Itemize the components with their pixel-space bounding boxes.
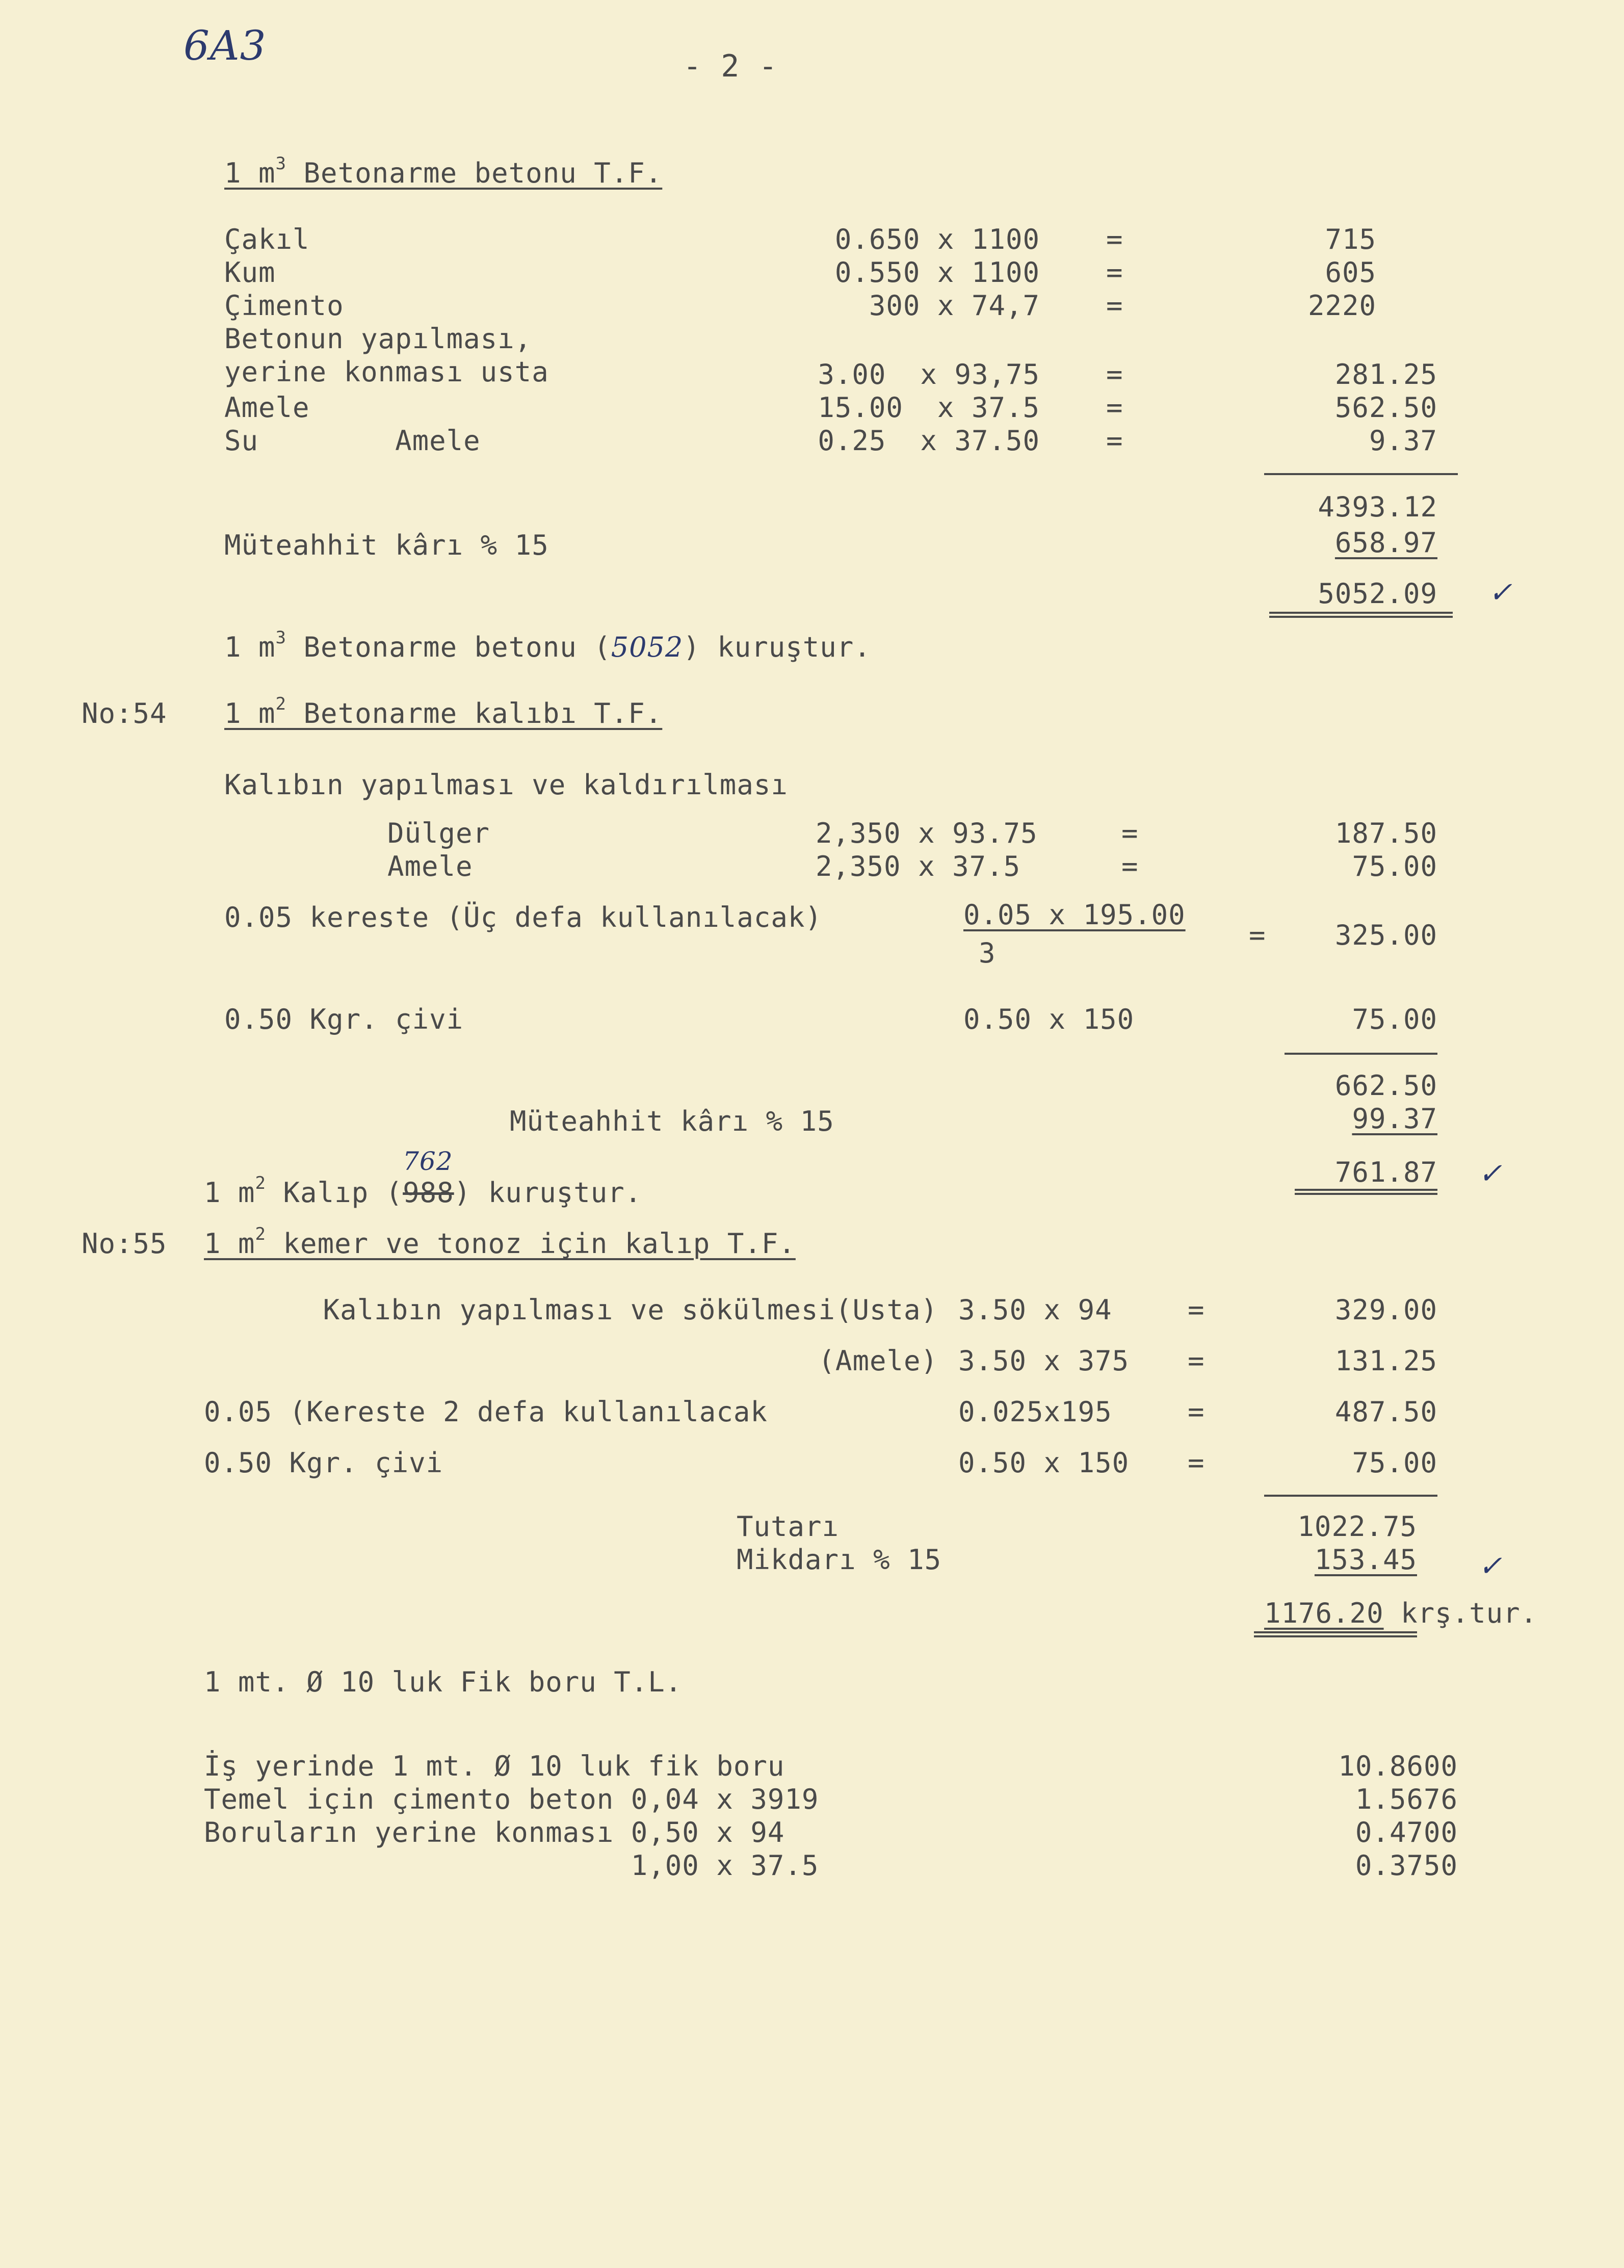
sec1-row-label: Amele	[224, 392, 310, 424]
sec1-row-eq: =	[1106, 223, 1123, 255]
total-double-rule	[1269, 612, 1453, 618]
sec2-item-number: No:54	[82, 697, 167, 729]
sec4-row-label: Boruların yerine konması 0,50 x 94	[204, 1816, 785, 1848]
total-double-rule	[1254, 1631, 1417, 1637]
sec3-item-number: No:55	[82, 1228, 167, 1260]
sec1-row-val: 281.25	[1334, 358, 1437, 390]
sec2-row-qty: 2,350 x 93.75	[816, 817, 1038, 849]
sec1-row-eq: =	[1106, 290, 1123, 322]
sec2-kereste-denominator: 3	[979, 937, 996, 969]
sec3-miktar-label: Mikdarı % 15	[737, 1544, 942, 1576]
page-number: - 2 -	[683, 48, 778, 84]
sec1-profit-label: Müteahhit kârı % 15	[224, 529, 549, 561]
sec1-row-val: 2220	[1307, 290, 1376, 322]
sec1-row-qty: 0.25 x 37.50	[818, 425, 1040, 457]
sec3-row-val: 75.00	[1352, 1447, 1437, 1479]
sec3-title: 1 $m^2$ kemer ve tonoz için kalıp T.F.	[204, 1224, 796, 1260]
sec2-civi-qty: 0.50 x 150	[963, 1003, 1135, 1035]
sec3-row-qty: 3.50 x 94	[958, 1294, 1112, 1326]
check-mark: ✓	[1478, 1550, 1502, 1583]
sec3-row-eq: =	[1188, 1396, 1205, 1428]
sec1-row-eq: =	[1106, 358, 1123, 390]
sec2-row-eq: =	[1121, 817, 1139, 849]
sum-rule	[1285, 1053, 1437, 1055]
sec1-row-label: Kum	[224, 256, 276, 289]
sec2-civi-val: 75.00	[1352, 1003, 1437, 1035]
total-double-rule	[1295, 1189, 1437, 1195]
sec4-row-val: 1.5676	[1355, 1783, 1458, 1815]
sec2-intro: Kalıbın yapılması ve kaldırılması	[224, 769, 788, 801]
sec1-row-eq: =	[1106, 425, 1123, 457]
sec1-row-label: Çakıl	[224, 223, 310, 255]
sec3-miktar: 153.45	[1314, 1544, 1417, 1576]
sec1-title: 1 $m^3$ Betonarme betonu T.F.	[224, 153, 663, 189]
sec2-profit: 99.37	[1352, 1103, 1437, 1135]
sec4-row-label: 1,00 x 37.5	[204, 1849, 819, 1882]
sec1-row-val: 605	[1325, 256, 1376, 289]
sec1-row-label: Betonun yapılması,	[224, 323, 532, 355]
sec1-row-qty: 3.00 x 93,75	[818, 358, 1040, 390]
sec2-row-eq: =	[1121, 850, 1139, 882]
sec3-row-eq: =	[1188, 1447, 1205, 1479]
sec3-row-val: 329.00	[1334, 1294, 1437, 1326]
sec1-row-eq: =	[1106, 392, 1123, 424]
sec1-row-label: Su Amele	[224, 425, 481, 457]
sec1-profit: 658.97	[1334, 527, 1437, 559]
sum-rule	[1264, 1495, 1437, 1497]
sec1-row-qty: 0.550 x 1100	[834, 256, 1040, 289]
sec3-row-label: (Amele)	[818, 1345, 938, 1377]
sec3-row-qty: 0.025x195	[958, 1396, 1112, 1428]
sec2-row-label: Amele	[387, 850, 473, 882]
sec1-row-qty: 15.00 x 37.5	[818, 392, 1040, 424]
sec1-summary: 1 $m^3$ Betonarme betonu (5052) kuruştur.	[224, 628, 871, 663]
sec1-total: 5052.09	[1318, 578, 1437, 610]
sec3-row-qty: 3.50 x 375	[958, 1345, 1130, 1377]
sec3-row-val: 131.25	[1334, 1345, 1437, 1377]
sec2-row-qty: 2,350 x 37.5	[816, 850, 1021, 882]
sec3-row-label: 0.05 (Kereste 2 defa kullanılacak	[204, 1396, 768, 1428]
sec3-total: 1176.20 krş.tur.	[1264, 1597, 1538, 1629]
sec4-title: 1 mt. Ø 10 luk Fik boru T.L.	[204, 1666, 683, 1698]
sum-rule	[1264, 473, 1458, 475]
sec2-kereste-eq: =	[1249, 919, 1266, 951]
sec1-row-val: 562.50	[1334, 392, 1437, 424]
sec2-kereste-val: 325.00	[1334, 919, 1437, 951]
sec2-summary: 1 $m^2$ Kalıp (988 762 ) kuruştur.	[204, 1146, 642, 1209]
sec4-row-val: 0.4700	[1355, 1816, 1458, 1848]
sec3-row-val: 487.50	[1334, 1396, 1437, 1428]
sec3-row-eq: =	[1188, 1294, 1205, 1326]
sec1-row-qty: 300 x 74,7	[869, 290, 1040, 322]
sec2-kereste-label: 0.05 kereste (Üç defa kullanılacak)	[224, 901, 822, 933]
sec2-kereste-numerator: 0.05 x 195.00	[963, 899, 1186, 931]
sec4-row-label: İş yerinde 1 mt. Ø 10 luk fik boru	[204, 1750, 785, 1782]
sec3-row-eq: =	[1188, 1345, 1205, 1377]
sec1-row-eq: =	[1106, 256, 1123, 289]
sec3-tutar: 1022.75	[1297, 1510, 1417, 1543]
sec2-row-val: 75.00	[1352, 850, 1437, 882]
sec2-title: 1 $m^2$ Betonarme kalıbı T.F.	[224, 694, 663, 729]
margin-note: 6A3	[184, 22, 267, 69]
sec3-row-qty: 0.50 x 150	[958, 1447, 1130, 1479]
sec1-row-label: yerine konması usta	[224, 356, 549, 388]
sec4-row-label: Temel için çimento beton 0,04 x 3919	[204, 1783, 819, 1815]
check-mark: ✓	[1488, 576, 1512, 609]
sec4-row-val: 0.3750	[1355, 1849, 1458, 1882]
sec1-subtotal: 4393.12	[1318, 491, 1437, 523]
sec2-row-val: 187.50	[1334, 817, 1437, 849]
sec1-row-val: 9.37	[1369, 425, 1437, 457]
sec3-row-label: Kalıbın yapılması ve sökülmesi(Usta)	[323, 1294, 938, 1326]
sec2-profit-label: Müteahhit kârı % 15	[510, 1105, 834, 1137]
sec2-subtotal: 662.50	[1334, 1070, 1437, 1102]
sec2-total: 761.87	[1334, 1156, 1437, 1188]
sec1-row-label: Çimento	[224, 290, 344, 322]
sec3-row-label: 0.50 Kgr. çivi	[204, 1447, 443, 1479]
sec3-tutar-label: Tutarı	[737, 1510, 840, 1543]
sec2-row-label: Dülger	[387, 817, 490, 849]
sec1-row-val: 715	[1325, 223, 1376, 255]
sec1-row-qty: 0.650 x 1100	[834, 223, 1040, 255]
sec2-civi-label: 0.50 Kgr. çivi	[224, 1003, 464, 1035]
check-mark: ✓	[1478, 1157, 1502, 1190]
sec4-row-val: 10.8600	[1338, 1750, 1458, 1782]
